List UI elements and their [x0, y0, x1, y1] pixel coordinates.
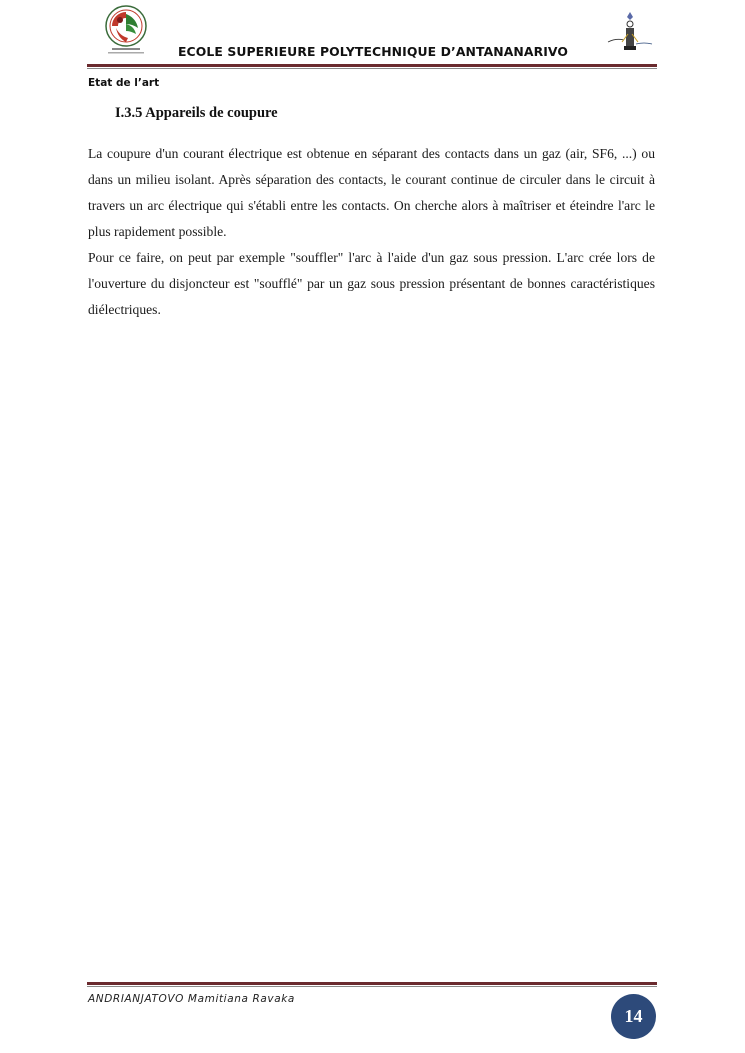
chapter-label: Etat de l’art — [88, 77, 160, 89]
paragraph: La coupure d'un courant électrique est obtenue en séparant des contacts dans un gaz (air, SF6, ...) ou dans un milieu isolant. Après séparation des contacts, le courant continue de circuler dans le circuit à travers un arc électrique qui s'établi entre les contacts. On cherche alors à maîtriser et éteindre l'arc le plus rapidement possible. — [88, 146, 655, 239]
section-heading: I.3.5 Appareils de coupure — [115, 105, 278, 121]
header-divider — [87, 64, 657, 67]
paragraph: Pour ce faire, on peut par exemple "souffler" l'arc à l'aide d'un gaz sous pression. L'arc crée lors de l'ouverture du disjoncteur est "soufflé" par un gaz sous pression présentant de bonnes caractéristiques diélectriques. — [88, 250, 655, 317]
school-name: ECOLE SUPERIEURE POLYTECHNIQUE D’ANTANANARIVO — [177, 44, 569, 59]
header-divider-thin — [87, 68, 657, 69]
author-name: ANDRIANJATOVO Mamitiana Ravaka — [88, 993, 295, 1005]
body-text — [88, 141, 655, 323]
footer-divider-thin — [87, 986, 657, 987]
footer-divider — [87, 982, 657, 985]
page-number-badge: 14 — [611, 994, 656, 1039]
